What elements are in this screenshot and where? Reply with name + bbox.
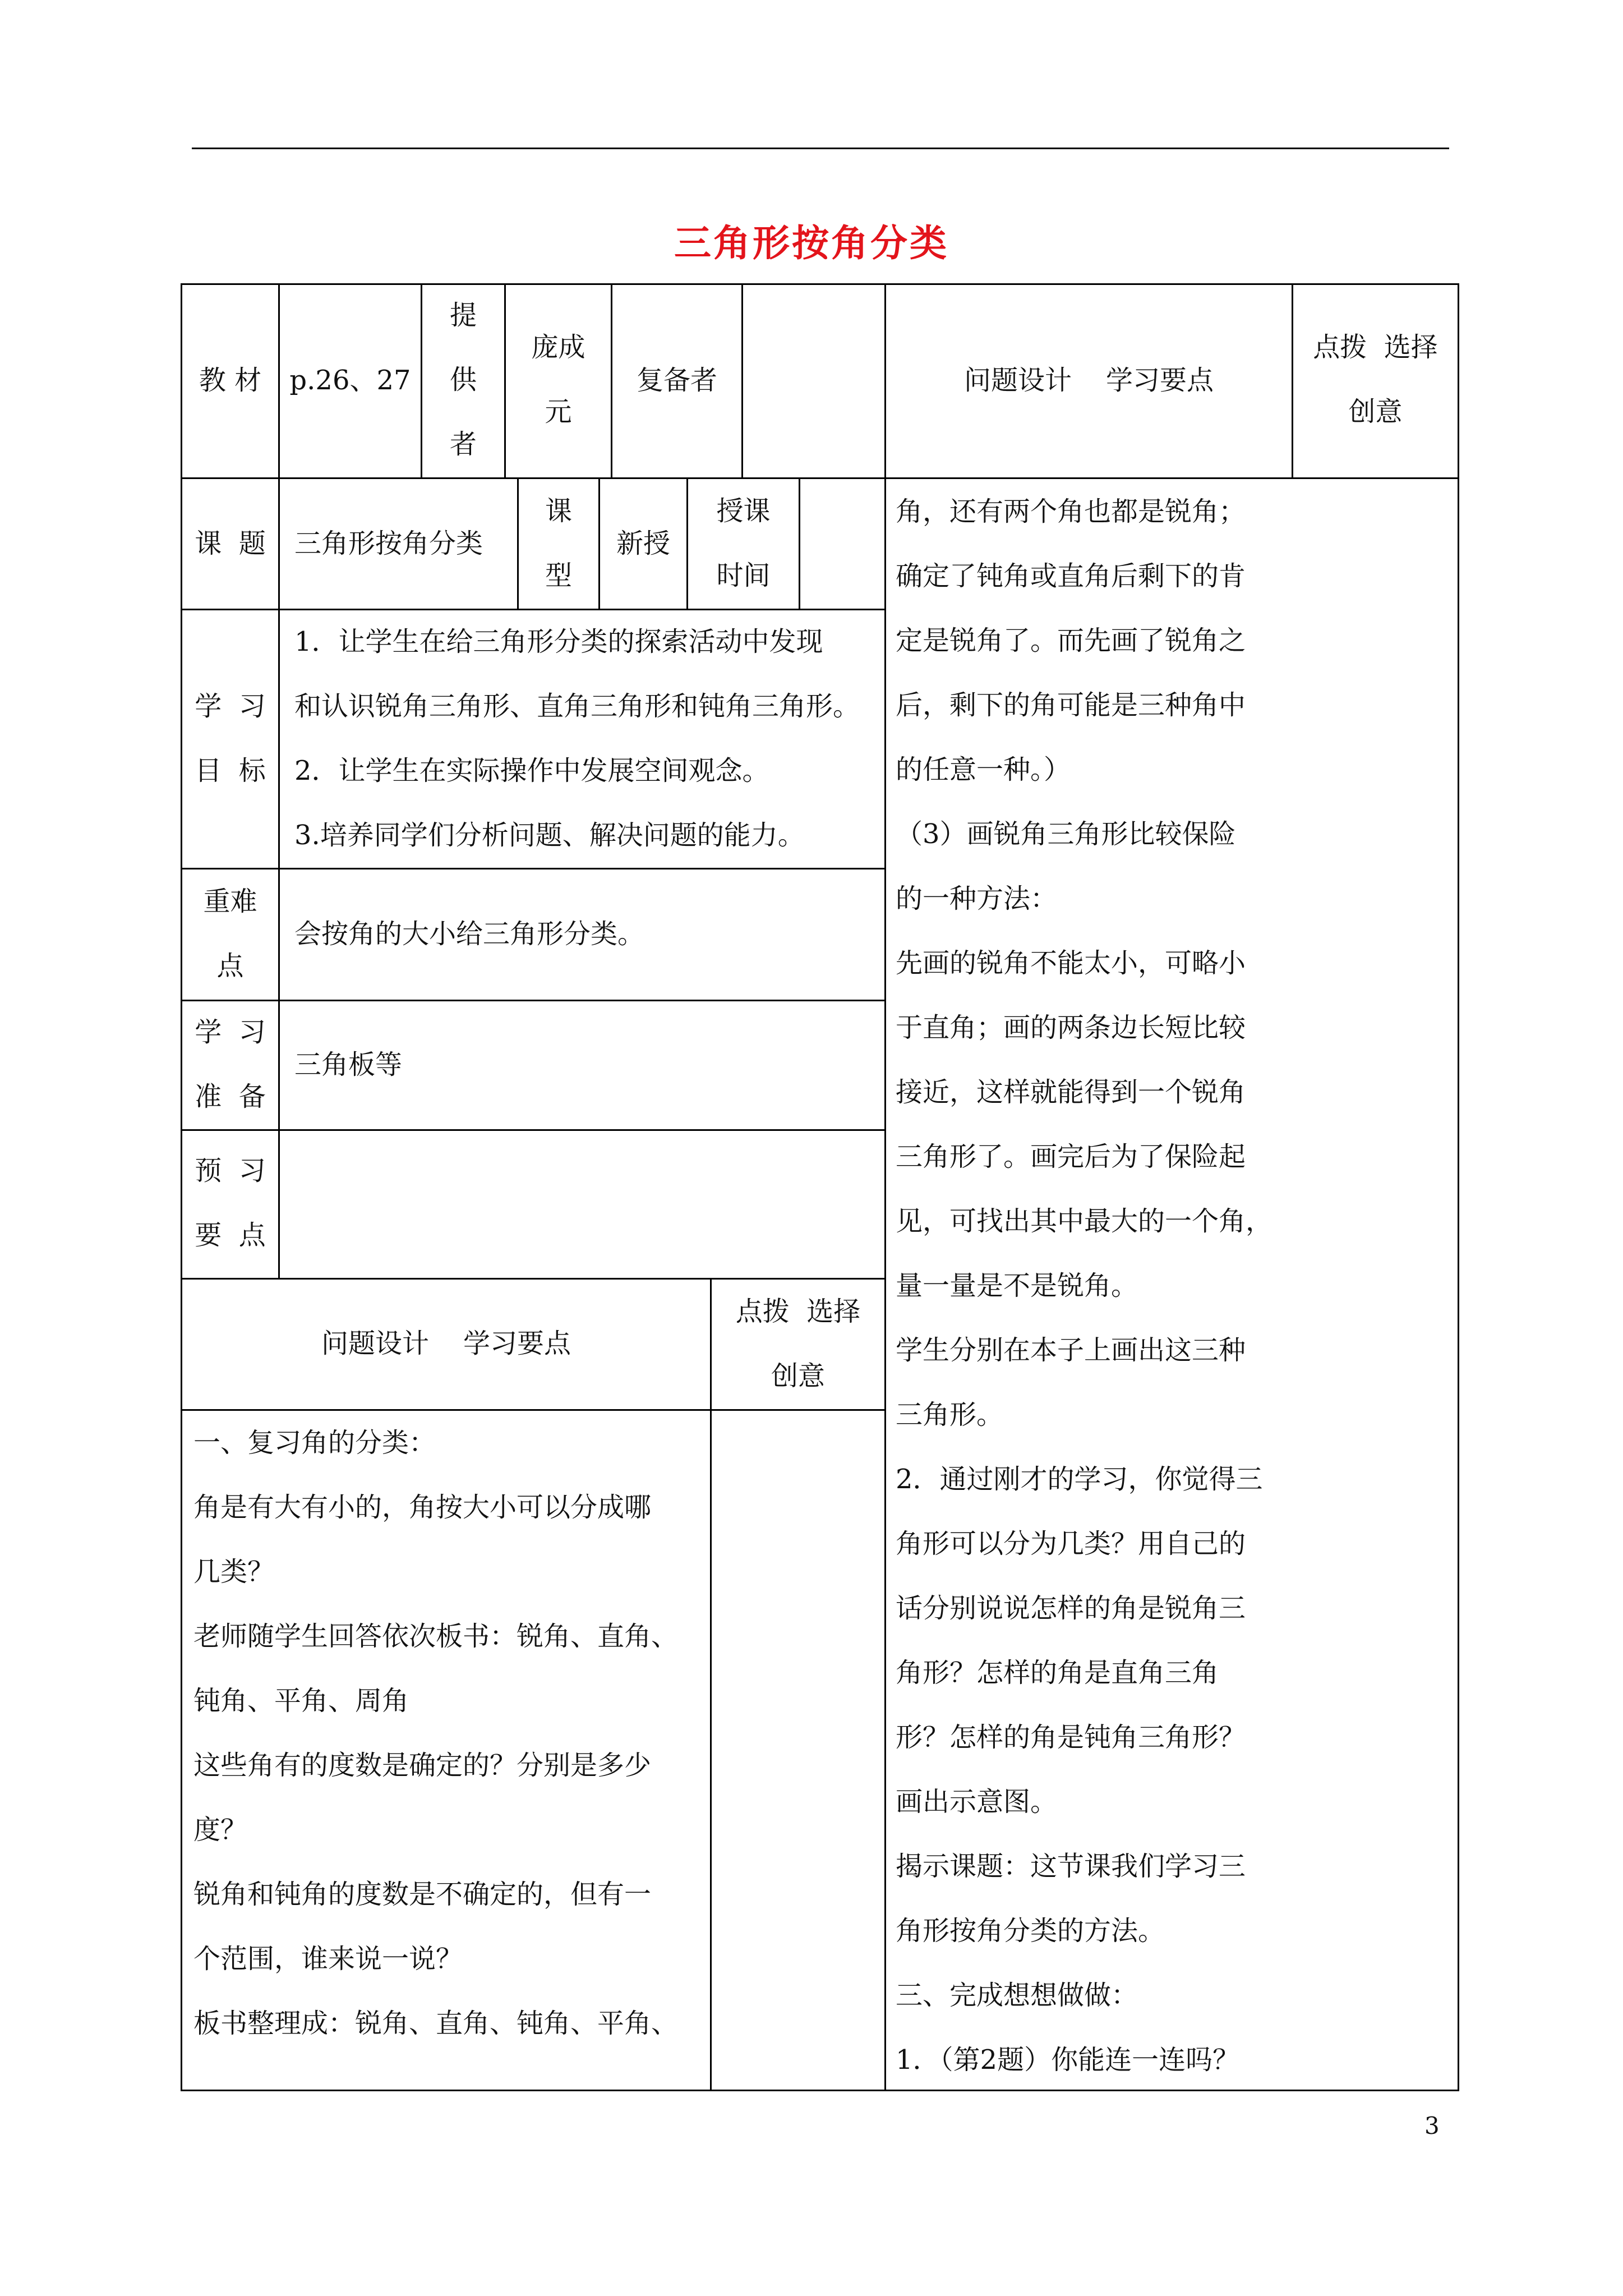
label-preview: 预 习 要 点	[195, 1155, 266, 1251]
table-border-top	[181, 283, 1459, 285]
provider-name: 庞成 元	[531, 332, 585, 427]
row-divider	[181, 1129, 884, 1131]
textbook-pages: p.26、27	[289, 365, 411, 396]
right-column-text: 角，还有两个角也都是锐角； 确定了钝角或直角后剩下的肯 定是锐角了。而先画了锐角之 后，剩下的角可能是三种角中 的任意一种。） （3）画锐角三角形比较保险 的一种方法： 先画的锐角不能太小，可略小 于直角；画的两条边长短比较 接近，这样就能得到一个锐角 三角形了。画完后为了保险起 见，可找出其中最大的一个角， 量一量是不是锐角。 学生分别在本子上画出这三种 三角形。 2．通过刚才的学习，你觉得三 角形可以分为几类？用自己的 话分别说说怎样的角是锐角三 角形？怎样的角是直角三角 形？怎样的角是钝角三角形？ 画出示意图。 揭示课题：这节课我们学习三 角形按角分类的方法。 三、完成想想做做： 1．（第2题）你能连一连吗？	[896, 496, 1273, 2076]
col-divider	[884, 283, 886, 2091]
goals-text: 1．让学生在给三角形分类的探索活动中发现 和认识锐角三角形、直角三角形和钝角三角形。 2．让学生在实际操作中发展空间观念。 3.培养同学们分析问题、解决问题的能力。	[294, 626, 860, 851]
table-border-right	[1458, 283, 1459, 2091]
page-title: 三角形按角分类	[674, 221, 949, 265]
row-divider	[181, 868, 884, 869]
right-column-heading: 问题设计 学习要点	[963, 365, 1214, 396]
right-column-side-heading: 点拨 选择 创意	[1313, 332, 1438, 427]
key-points-value: 会按角的大小给三角形分类。	[294, 918, 645, 950]
col-divider	[799, 477, 800, 609]
col-divider	[741, 283, 743, 477]
lower-side-heading: 点拨 选择 创意	[735, 1296, 861, 1392]
lesson-plan-table	[181, 283, 1459, 2091]
row-divider	[181, 477, 1459, 479]
topic-value: 三角形按角分类	[294, 528, 483, 559]
label-goals: 学 习 目 标	[195, 691, 266, 786]
label-textbook: 教 材	[199, 365, 262, 396]
label-topic: 课 题	[195, 528, 266, 559]
label-provider: 提 供 者	[449, 300, 477, 460]
label-reviewer: 复备者	[636, 365, 717, 396]
lesson-type-value: 新授	[616, 528, 670, 559]
label-preparation: 学 习 准 备	[195, 1016, 266, 1112]
label-lesson-type: 课 型	[545, 495, 572, 591]
label-key-points: 重难 点	[203, 886, 257, 982]
page-number: 3	[1424, 2112, 1440, 2139]
col-divider	[278, 283, 280, 1278]
preparation-value: 三角板等	[294, 1049, 403, 1080]
row-divider	[181, 1000, 884, 1001]
lower-heading: 问题设计 学习要点	[321, 1328, 571, 1359]
header-rule	[192, 148, 1449, 149]
label-lesson-time: 授课 时间	[716, 495, 771, 591]
review-section-text: 一、复习角的分类： 角是有大有小的，角按大小可以分成哪 几类？ 老师随学生回答依次板书：锐角、直角、 钝角、平角、周角 这些角有的度数是确定的？分别是多少 度？ 锐角和钝角的度数是不确定的，但有一 个范围，谁来说一说？ 板书整理成：锐角、直角、钝角、平角、	[193, 1427, 679, 2039]
